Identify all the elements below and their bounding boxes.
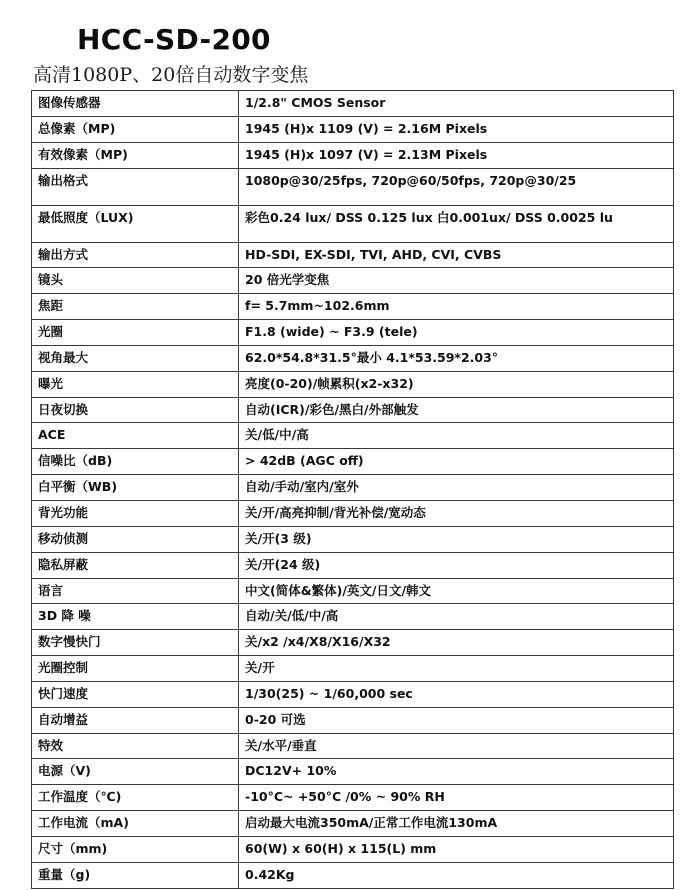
spec-value: 关/开/高亮抑制/背光补偿/宽动态 xyxy=(239,500,674,526)
spec-table xyxy=(31,90,674,889)
spec-row-effective-pixels xyxy=(32,142,674,168)
spec-value: 自动/关/低/中/高 xyxy=(239,604,674,630)
spec-label: 曝光 xyxy=(32,371,239,397)
spec-value: 亮度(0-20)/帧累积(x2-x32) xyxy=(239,371,674,397)
spec-value: 1/2.8" CMOS Sensor xyxy=(239,91,674,117)
spec-value: -10°C~ +50°C /0% ~ 90% RH xyxy=(239,785,674,811)
spec-label: 总像素（MP) xyxy=(32,116,239,142)
spec-label: 白平衡（WB) xyxy=(32,475,239,501)
spec-value: 关/水平/垂直 xyxy=(239,733,674,759)
spec-value: F1.8 (wide) ~ F3.9 (tele) xyxy=(239,320,674,346)
spec-label: 光圈 xyxy=(32,320,239,346)
spec-label: 背光功能 xyxy=(32,500,239,526)
spec-value: 60(W) x 60(H) x 115(L) mm xyxy=(239,836,674,862)
spec-label: 镜头 xyxy=(32,268,239,294)
spec-label: 特效 xyxy=(32,733,239,759)
spec-label: 快门速度 xyxy=(32,681,239,707)
spec-label: 视角最大 xyxy=(32,345,239,371)
spec-row-output-mode xyxy=(32,242,674,268)
spec-row-operating-temp xyxy=(32,785,674,811)
spec-value: 62.0*54.8*31.5°最小 4.1*53.59*2.03° xyxy=(239,345,674,371)
spec-row-power xyxy=(32,759,674,785)
spec-row-total-pixels xyxy=(32,116,674,142)
spec-row-min-illumination xyxy=(32,205,674,242)
spec-row-slow-shutter xyxy=(32,630,674,656)
spec-row-dimensions xyxy=(32,836,674,862)
spec-row-field-of-view xyxy=(32,345,674,371)
spec-row-aperture xyxy=(32,320,674,346)
spec-row-shutter-speed xyxy=(32,681,674,707)
spec-value: 1945 (H)x 1109 (V) = 2.16M Pixels xyxy=(239,116,674,142)
spec-label: 尺寸（mm) xyxy=(32,836,239,862)
spec-label: 隐私屏蔽 xyxy=(32,552,239,578)
spec-row-privacy-mask xyxy=(32,552,674,578)
spec-row-exposure xyxy=(32,371,674,397)
spec-value: 彩色0.24 lux/ DSS 0.125 lux 白0.001ux/ DSS 0.0025 lu xyxy=(239,205,674,242)
spec-value: 关/开 xyxy=(239,656,674,682)
spec-label: 语言 xyxy=(32,578,239,604)
spec-value: f= 5.7mm~102.6mm xyxy=(239,294,674,320)
spec-value: 1/30(25) ~ 1/60,000 sec xyxy=(239,681,674,707)
spec-row-language xyxy=(32,578,674,604)
spec-row-day-night xyxy=(32,397,674,423)
spec-value: DC12V+ 10% xyxy=(239,759,674,785)
spec-row-image-sensor xyxy=(32,91,674,117)
spec-row-white-balance xyxy=(32,475,674,501)
spec-value: 中文(简体&繁体)/英文/日文/韩文 xyxy=(239,578,674,604)
spec-label: 工作温度（℃) xyxy=(32,785,239,811)
spec-row-agc xyxy=(32,707,674,733)
spec-label: ACE xyxy=(32,423,239,449)
spec-row-lens xyxy=(32,268,674,294)
spec-label: 自动增益 xyxy=(32,707,239,733)
spec-label: 移动侦测 xyxy=(32,526,239,552)
spec-value: 启动最大电流350mA/正常工作电流130mA xyxy=(239,811,674,837)
spec-row-focal-length xyxy=(32,294,674,320)
spec-row-ace xyxy=(32,423,674,449)
spec-label: 图像传感器 xyxy=(32,91,239,117)
spec-row-weight xyxy=(32,862,674,888)
spec-value: HD-SDI, EX-SDI, TVI, AHD, CVI, CVBS xyxy=(239,242,674,268)
spec-value: 关/开(3 级) xyxy=(239,526,674,552)
spec-row-operating-current xyxy=(32,811,674,837)
spec-row-special-effects xyxy=(32,733,674,759)
spec-value: 关/开(24 级) xyxy=(239,552,674,578)
spec-label: 电源（V) xyxy=(32,759,239,785)
spec-label: 重量（g) xyxy=(32,862,239,888)
spec-label: 工作电流（mA) xyxy=(32,811,239,837)
spec-value: 0.42Kg xyxy=(239,862,674,888)
spec-row-backlight xyxy=(32,500,674,526)
spec-label: 输出方式 xyxy=(32,242,239,268)
spec-value: 1945 (H)x 1097 (V) = 2.13M Pixels xyxy=(239,142,674,168)
product-subtitle: 高清1080P、20倍自动数字变焦 xyxy=(33,64,309,86)
spec-label: 最低照度（LUX) xyxy=(32,205,239,242)
spec-value: 关/低/中/高 xyxy=(239,423,674,449)
spec-label: 光圈控制 xyxy=(32,656,239,682)
spec-row-3d-dnr xyxy=(32,604,674,630)
product-model-title: HCC-SD-200 xyxy=(77,23,271,56)
spec-row-motion-detection xyxy=(32,526,674,552)
spec-value: 自动(ICR)/彩色/黑白/外部触发 xyxy=(239,397,674,423)
spec-label: 3D 降 噪 xyxy=(32,604,239,630)
spec-value: 0-20 可选 xyxy=(239,707,674,733)
spec-label: 焦距 xyxy=(32,294,239,320)
spec-value: 关/x2 /x4/X8/X16/X32 xyxy=(239,630,674,656)
spec-row-iris-control xyxy=(32,656,674,682)
spec-label: 输出格式 xyxy=(32,168,239,205)
spec-label: 信噪比（dB) xyxy=(32,449,239,475)
spec-label: 日夜切换 xyxy=(32,397,239,423)
spec-value: 自动/手动/室内/室外 xyxy=(239,475,674,501)
spec-label: 数字慢快门 xyxy=(32,630,239,656)
spec-label: 有效像素（MP) xyxy=(32,142,239,168)
spec-value: 20 倍光学变焦 xyxy=(239,268,674,294)
spec-row-snr xyxy=(32,449,674,475)
spec-value: 1080p@30/25fps, 720p@60/50fps, 720p@30/25 xyxy=(239,168,674,205)
spec-value: > 42dB (AGC off) xyxy=(239,449,674,475)
spec-row-output-format xyxy=(32,168,674,205)
